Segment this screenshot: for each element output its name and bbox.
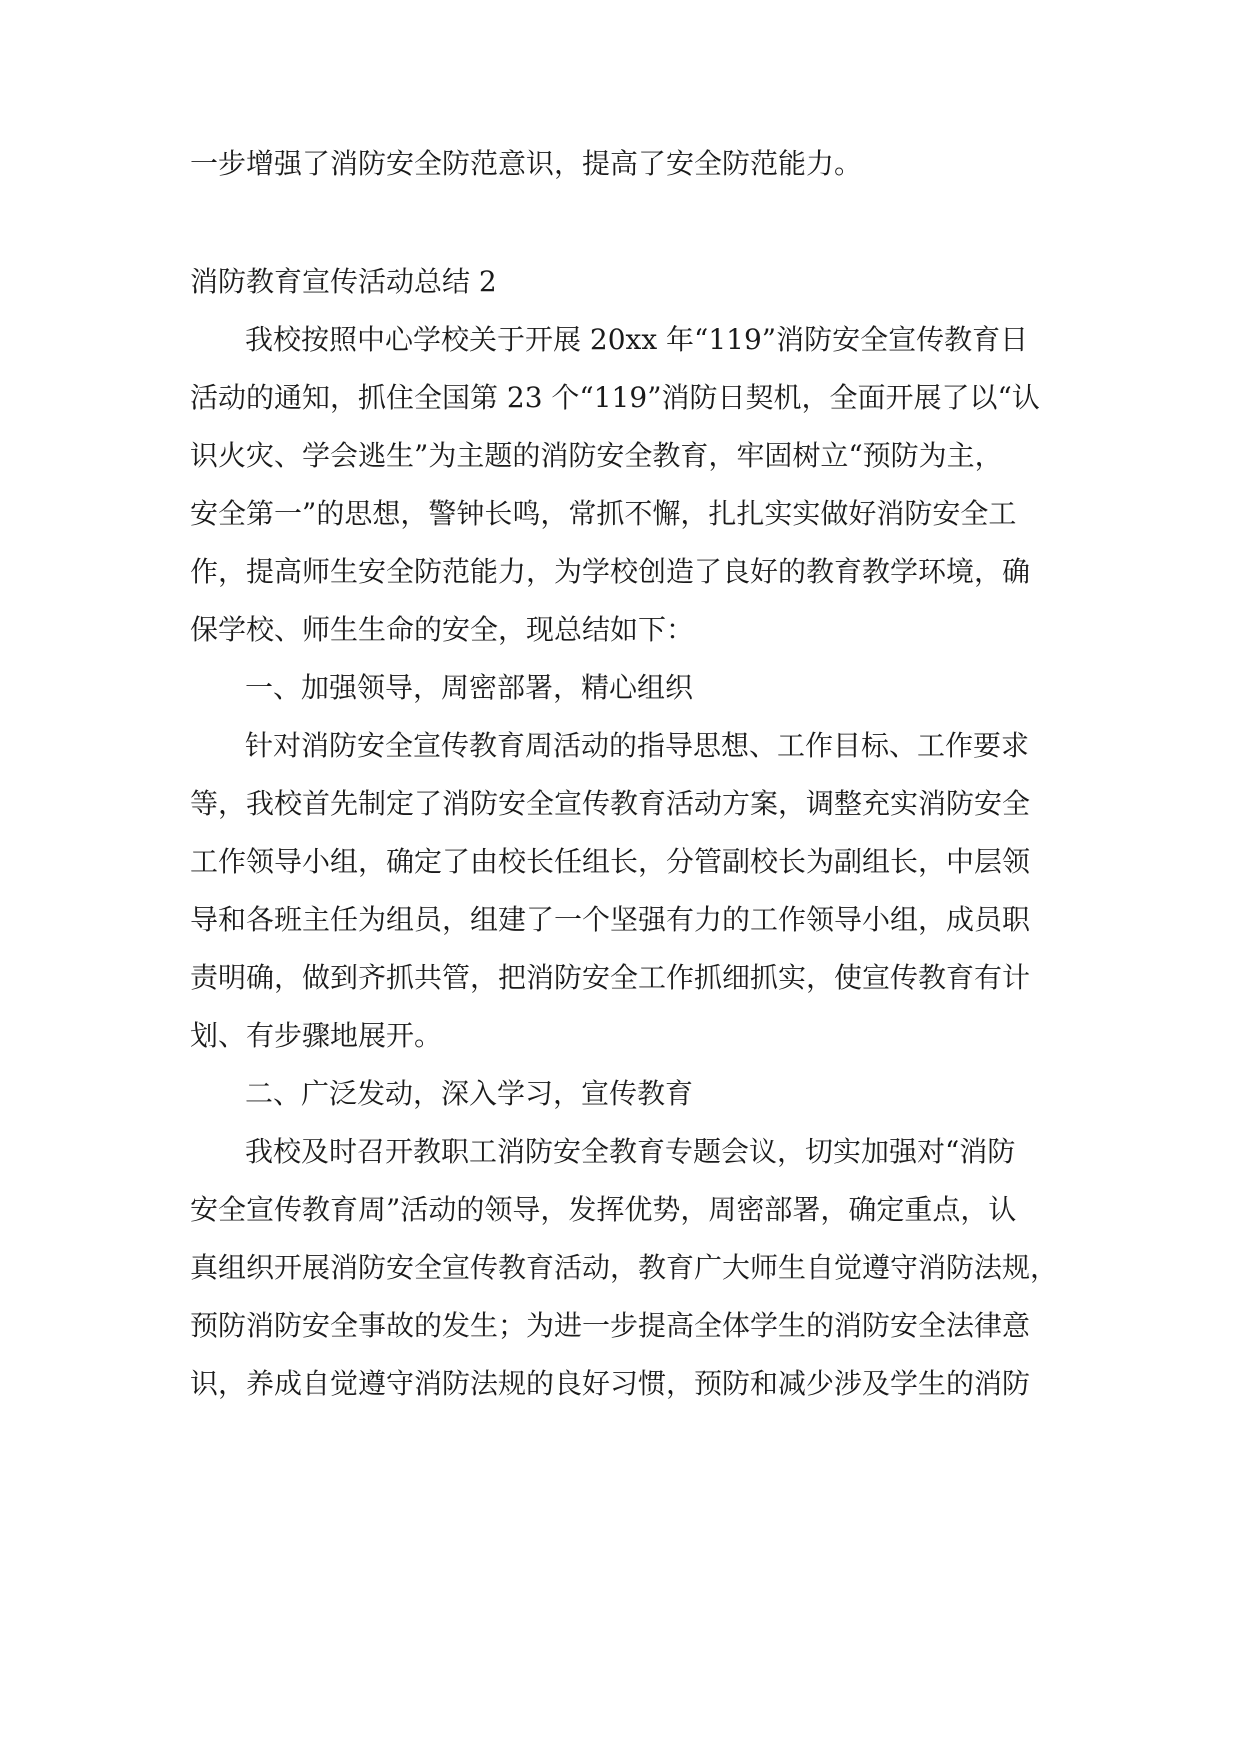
paragraph-line: 针对消防安全宣传教育周活动的指导思想、工作目标、工作要求 (245, 729, 1030, 762)
paragraph-line: 责明确，做到齐抓共管，把消防安全工作抓细抓实，使宣传教育有计 (190, 961, 1031, 994)
paragraph-line: 真组织开展消防安全宣传教育活动，教育广大师生自觉遵守消防法规， (190, 1251, 1059, 1284)
paragraph-line: 一步增强了消防安全防范意识，提高了安全防范能力。 (190, 147, 863, 180)
paragraph-line: 等，我校首先制定了消防安全宣传教育活动方案，调整充实消防安全 (190, 787, 1031, 820)
paragraph-line: 导和各班主任为组员，组建了一个坚强有力的工作领导小组，成员职 (190, 903, 1031, 936)
paragraph-line: 安全第一”的思想，警钟长鸣，常抓不懈，扎扎实实做好消防安全工 (190, 497, 1017, 530)
paragraph-line: 识，养成自觉遵守消防法规的良好习惯，预防和减少涉及学生的消防 (190, 1367, 1031, 1400)
section-heading: 消防教育宣传活动总结 2 (190, 265, 497, 298)
subheading: 二、广泛发动，深入学习，宣传教育 (245, 1077, 694, 1110)
paragraph-line: 识火灾、学会逃生”为主题的消防安全教育，牢固树立“预防为主， (190, 439, 1003, 472)
paragraph-line: 工作领导小组，确定了由校长任组长，分管副校长为副组长，中层领 (190, 845, 1031, 878)
paragraph-line: 保学校、师生生命的安全，现总结如下： (190, 613, 695, 646)
paragraph-line: 作，提高师生安全防范能力，为学校创造了良好的教育教学环境，确 (190, 555, 1031, 588)
paragraph-line: 我校按照中心学校关于开展 20xx 年“119”消防安全宣传教育日 (245, 323, 1029, 356)
paragraph-line: 安全宣传教育周”活动的领导，发挥优势，周密部署，确定重点，认 (190, 1193, 1017, 1226)
paragraph-line: 预防消防安全事故的发生；为进一步提高全体学生的消防安全法律意 (190, 1309, 1031, 1342)
paragraph-line: 活动的通知，抓住全国第 23 个“119”消防日契机，全面开展了以“认 (190, 381, 1040, 414)
paragraph-line: 我校及时召开教职工消防安全教育专题会议，切实加强对“消防 (245, 1135, 1016, 1168)
subheading: 一、加强领导，周密部署，精心组织 (245, 671, 694, 704)
paragraph-line: 划、有步骤地展开。 (190, 1019, 443, 1052)
